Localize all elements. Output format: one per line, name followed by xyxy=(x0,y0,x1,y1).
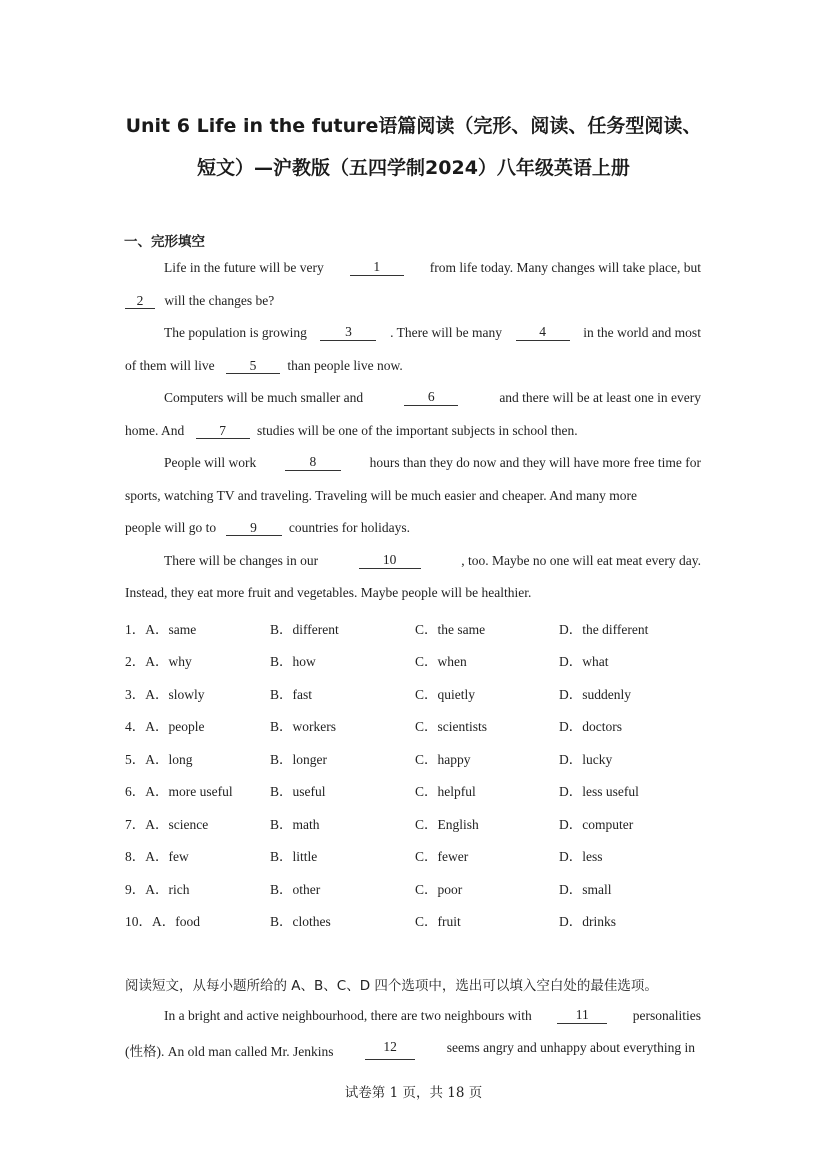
option-4-a[interactable]: 4．A．people xyxy=(125,719,205,734)
passage-line: Life in the future will be very 1 from life today. Many changes will take place, but xyxy=(164,259,701,275)
blank-9: 9 xyxy=(226,521,282,536)
passage-line: (性格). An old man called Mr. Jenkins 12 seems angry and unhappy about everything in xyxy=(125,1039,695,1059)
passage-line: Computers will be much smaller and 6 and there will be at least one in every xyxy=(164,389,701,405)
option-5-b[interactable]: B．longer xyxy=(270,752,327,767)
option-6-d[interactable]: D．less useful xyxy=(559,784,639,799)
option-7-b[interactable]: B．math xyxy=(270,817,320,832)
option-6-c[interactable]: C．helpful xyxy=(415,784,476,799)
blank-11: 11 xyxy=(557,1008,607,1024)
option-4-c[interactable]: C．scientists xyxy=(415,719,488,734)
option-9-b[interactable]: B．other xyxy=(270,882,321,897)
reading-instruction: 阅读短文，从每小题所给的 A、B、C、D 四个选项中，选出可以填入空白处的最佳选项。 xyxy=(125,978,658,994)
option-3-a[interactable]: 3．A．slowly xyxy=(125,687,205,702)
option-9-a[interactable]: 9．A．rich xyxy=(125,882,190,897)
passage-line: people will go to 9 countries for holidays. xyxy=(125,520,410,535)
option-2-b[interactable]: B．how xyxy=(270,654,316,669)
option-9-d[interactable]: D．small xyxy=(559,882,612,897)
option-6-a[interactable]: 6．A．more useful xyxy=(125,784,233,799)
option-10-c[interactable]: C．fruit xyxy=(415,914,461,929)
option-1-c[interactable]: C．the same xyxy=(415,622,486,637)
option-7-a[interactable]: 7．A．science xyxy=(125,817,209,832)
blank-8: 8 xyxy=(285,455,341,471)
blank-5: 5 xyxy=(226,359,280,374)
option-2-c[interactable]: C．when xyxy=(415,654,467,669)
option-1-a[interactable]: 1．A．same xyxy=(125,622,197,637)
passage-line: There will be changes in our 10 , too. Maybe no one will eat meat every day. xyxy=(164,552,701,568)
option-5-c[interactable]: C．happy xyxy=(415,752,471,767)
passage-line: of them will live 5 than people live now. xyxy=(125,358,403,373)
option-8-c[interactable]: C．fewer xyxy=(415,849,469,864)
option-8-b[interactable]: B．little xyxy=(270,849,318,864)
option-4-d[interactable]: D．doctors xyxy=(559,719,622,734)
option-8-a[interactable]: 8．A．few xyxy=(125,849,189,864)
option-7-c[interactable]: C．English xyxy=(415,817,479,832)
option-3-d[interactable]: D．suddenly xyxy=(559,687,631,702)
blank-4: 4 xyxy=(516,325,570,341)
blank-12: 12 xyxy=(365,1040,415,1060)
page-footer: 试卷第 1 页，共 18 页 xyxy=(344,1085,483,1101)
passage-line: Instead, they eat more fruit and vegetables. Maybe people will be healthier. xyxy=(125,585,532,600)
option-10-b[interactable]: B．clothes xyxy=(270,914,331,929)
passage-line: home. And 7 studies will be one of the important subjects in school then. xyxy=(125,423,578,438)
passage-line: 2 will the changes be? xyxy=(125,293,701,309)
passage-line: In a bright and active neighbourhood, there are two neighbours with 11 personalities xyxy=(164,1007,701,1023)
blank-7: 7 xyxy=(196,424,250,439)
document-title-line-1: Unit 6 Life in the future语篇阅读（完形、阅读、任务型阅读、 xyxy=(125,115,702,137)
blank-3: 3 xyxy=(320,325,376,341)
blank-1: 1 xyxy=(350,260,404,276)
passage-line: The population is growing 3 . There will be many 4 in the world and most xyxy=(164,324,701,340)
option-3-c[interactable]: C．quietly xyxy=(415,687,475,702)
option-3-b[interactable]: B．fast xyxy=(270,687,312,702)
option-5-a[interactable]: 5．A．long xyxy=(125,752,193,767)
blank-2: 2 xyxy=(125,294,155,309)
option-2-d[interactable]: D．what xyxy=(559,654,609,669)
option-9-c[interactable]: C．poor xyxy=(415,882,463,897)
option-8-d[interactable]: D．less xyxy=(559,849,603,864)
option-1-d[interactable]: D．the different xyxy=(559,622,649,637)
option-10-a[interactable]: 10．A．food xyxy=(125,914,200,929)
blank-6: 6 xyxy=(404,390,458,406)
option-5-d[interactable]: D．lucky xyxy=(559,752,613,767)
passage-line: People will work 8 hours than they do now and they will have more free time for xyxy=(164,454,701,470)
option-10-d[interactable]: D．drinks xyxy=(559,914,616,929)
document-title-line-2: 短文）—沪教版（五四学制2024）八年级英语上册 xyxy=(197,157,630,179)
option-1-b[interactable]: B．different xyxy=(270,622,339,637)
option-7-d[interactable]: D．computer xyxy=(559,817,634,832)
blank-10: 10 xyxy=(359,553,421,569)
section-heading-cloze: 一、完形填空 xyxy=(124,234,205,250)
option-2-a[interactable]: 2．A．why xyxy=(125,654,192,669)
option-4-b[interactable]: B．workers xyxy=(270,719,336,734)
passage-line: sports, watching TV and traveling. Traveling will be much easier and cheaper. And many more xyxy=(125,488,638,503)
option-6-b[interactable]: B．useful xyxy=(270,784,326,799)
